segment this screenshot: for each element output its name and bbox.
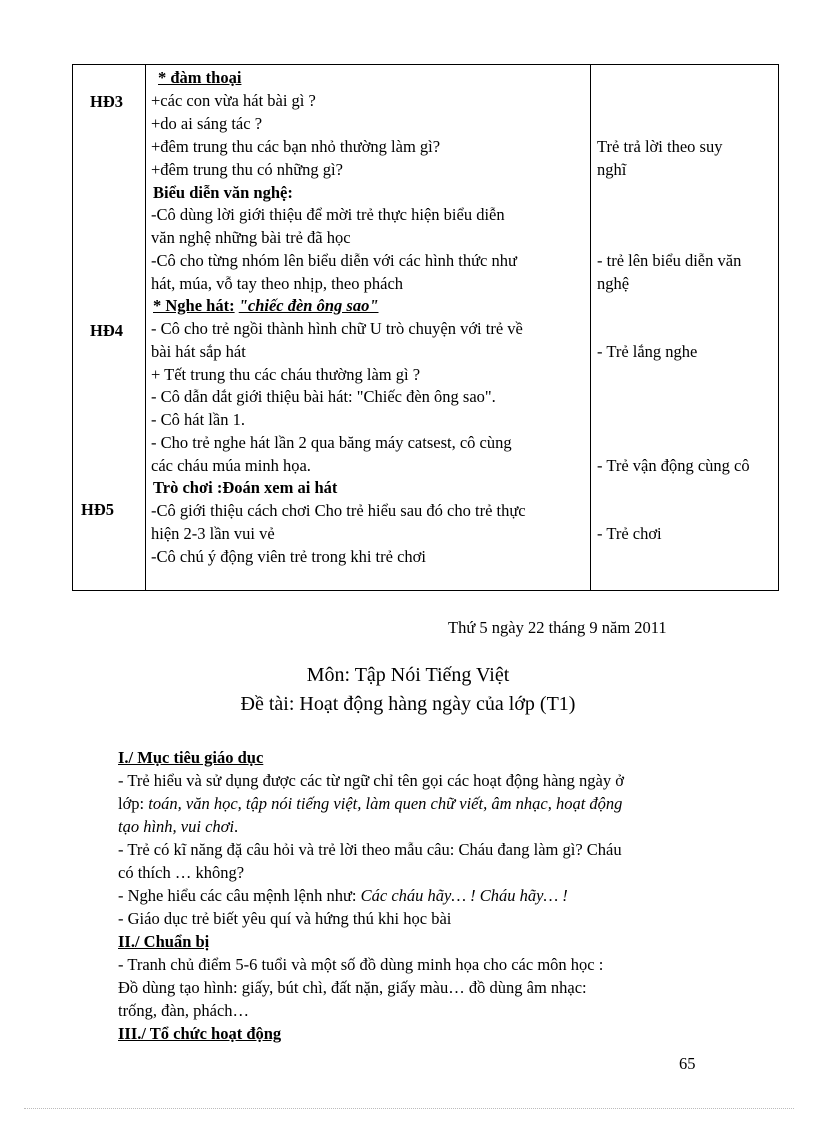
text-fragment: - Nghe hiểu các câu mệnh lệnh như: [118,886,361,905]
text-line: - Cô dẫn dắt giới thiệu bài hát: "Chiếc đèn ông sao". [151,387,496,406]
text-line: - Trẻ có kĩ năng đặ câu hỏi và trẻ lời theo mẫu câu: Cháu đang làm gì? Cháu [118,840,622,859]
text-line: - Cho trẻ nghe hát lần 2 qua băng máy catsest, cô cùng [151,433,512,452]
child-activity-column [591,65,779,591]
text-line: -Cô chú ý động viên trẻ trong khi trẻ chơi [151,547,426,566]
topic-title: Đề tài: Hoạt động hàng ngày của lớp (T1) [240,693,576,715]
text-line: -Cô giới thiệu cách chơi Cho trẻ hiểu sau đó cho trẻ thực [151,501,526,520]
italic-activity-list: tạo hình, vui chơi [118,817,235,836]
page-number: 65 [679,1054,696,1073]
text-line [118,887,568,905]
section-3-heading: III./ Tổ chức hoạt động [118,1024,282,1043]
text-line: - Tranh chủ điểm 5-6 tuổi và một số đồ dùng minh họa cho các môn học : [118,955,604,974]
subject-title: Môn: Tập Nói Tiếng Việt [306,664,510,686]
activity-table [72,64,779,591]
text-line: - Cô hát lần 1. [151,410,245,429]
text-line: hiện 2-3 lần vui vẻ [151,524,275,543]
text-line [118,818,238,836]
text-fragment: lớp: [118,794,149,813]
text-line: - Trẻ chơi [597,524,662,543]
text-line: + Tết trung thu các cháu thường làm gì ? [151,365,421,384]
song-title: "chiếc đèn ông sao" [238,296,379,315]
text-line: Trẻ trả lời theo suy [597,137,723,156]
text-line: - Trẻ hiểu và sử dụng được các từ ngữ chỉ tên gọi các hoạt động hàng ngày ở [118,771,624,790]
dialogue-heading: * đàm thoại [158,68,242,87]
text-line: có thích … không? [118,863,245,882]
activity-code-hd3: HĐ3 [90,92,123,111]
italic-activity-list: toán, văn học, tập nói tiếng việt, làm quen chữ viết, âm nhạc, hoạt động [148,794,623,813]
text-line: nghệ [597,274,630,293]
lesson-date: Thứ 5 ngày 22 tháng 9 năm 2011 [448,618,667,637]
page-bottom-divider [24,1108,794,1109]
text-line: hát, múa, vỗ tay theo nhịp, theo phách [151,274,404,293]
text-line: - trẻ lên biểu diễn văn [597,251,742,270]
text-line: - Trẻ vận động cùng cô [597,456,750,475]
section-2-heading: II./ Chuẩn bị [118,932,210,951]
section-1-heading: I./ Mục tiêu giáo dục [118,748,264,767]
activity-code-hd5: HĐ5 [81,500,114,519]
game-heading: Trò chơi :Đoán xem ai hát [153,478,338,497]
text-line: văn nghệ những bài trẻ đã học [151,228,351,247]
text-line [118,795,622,813]
activity-code-hd4: HĐ4 [90,321,123,340]
teacher-activity-column [146,65,591,591]
italic-example: Các cháu hãy… ! Cháu hãy… ! [360,886,568,905]
text-line: nghĩ [597,160,627,179]
text-line: Đồ dùng tạo hình: giấy, bút chì, đất nặn, giấy màu… đồ dùng âm nhạc: [118,978,587,997]
text-line: +do ai sáng tác ? [151,114,263,133]
text-fragment: . [234,817,239,836]
performance-heading: Biểu diễn văn nghệ: [153,183,293,202]
text-line: -Cô cho từng nhóm lên biểu diễn với các hình thức như [151,251,517,270]
text-line: +đêm trung thu các bạn nhỏ thường làm gì? [151,137,441,156]
text-line: +đêm trung thu có những gì? [151,160,343,179]
activity-code-column [73,65,146,591]
text-line: - Trẻ lắng nghe [597,342,698,361]
text-line: - Cô cho trẻ ngồi thành hình chữ U trò chuyện với trẻ về [151,319,523,338]
text-line: +các con vừa hát bài gì ? [151,91,316,110]
text-line: - Giáo dục trẻ biết yêu quí và hứng thú khi học bài [118,909,452,928]
text-line: các cháu múa minh họa. [151,456,311,475]
text-line: bài hát sắp hát [151,342,246,361]
song-heading-prefix: * Nghe hát: [153,296,235,315]
text-line: -Cô dùng lời giới thiệu để mời trẻ thực hiện biểu diễn [151,205,505,224]
text-line: trống, đàn, phách… [118,1001,250,1020]
song-heading [153,297,379,315]
